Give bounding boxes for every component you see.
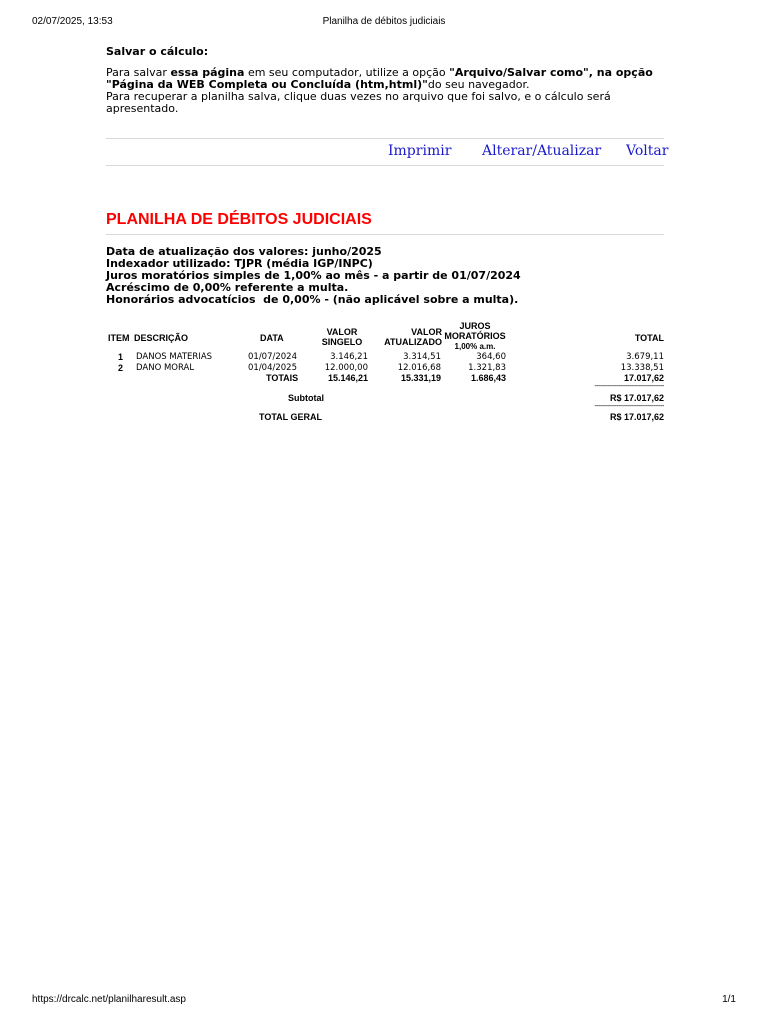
save-text-bold: "Arquivo/Salvar como", na opção — [449, 66, 653, 79]
save-text-part: apresentado. — [106, 102, 179, 115]
header-line: VALOR — [326, 327, 358, 337]
header-line: JUROS — [459, 321, 491, 331]
print-header — [32, 16, 736, 30]
header-item: ITEM — [108, 333, 130, 343]
subtotal-value: R$ 17.017,62 — [609, 393, 664, 403]
separator: -------------------------------------- — [594, 383, 664, 390]
page-title: PLANILHA DE DÉBITOS JUDICIAIS — [106, 211, 664, 235]
row-2-descricao: DANO MORAL — [136, 363, 195, 373]
row-1-juros: 364,60 — [476, 352, 506, 362]
header-line: SINGELO — [321, 337, 363, 347]
separator: -------------------------------------- — [594, 403, 664, 410]
row-1-descricao: DANOS MATERIAS — [136, 352, 213, 362]
print-datetime: 02/07/2025, 13:53 — [32, 16, 113, 27]
row-2-singelo: 12.000,00 — [324, 363, 368, 373]
row-2-juros: 1.321,83 — [468, 363, 506, 373]
param-update-date: Data de atualização dos valores: junho/2025 — [106, 245, 382, 258]
update-link[interactable]: Alterar/Atualizar — [482, 143, 602, 159]
print-footer — [32, 994, 736, 1008]
row-1-atualizado: 3.314,51 — [403, 352, 441, 362]
header-line: MORATÓRIOS — [444, 331, 506, 341]
debt-table — [106, 320, 664, 430]
param-fees: Honorários advocatícios de 0,00% - (não aplicável sobre a multa). — [106, 293, 519, 306]
row-1-item: 1 — [118, 352, 124, 362]
totals-total: 17.017,62 — [623, 373, 664, 383]
header-line: 1,00% a.m. — [454, 342, 496, 351]
row-1-singelo: 3.146,21 — [330, 352, 368, 362]
print-link[interactable]: Imprimir — [388, 143, 452, 159]
save-text-bold: essa página — [170, 66, 245, 79]
save-instructions — [106, 45, 664, 115]
totals-label: TOTAIS — [266, 373, 299, 383]
save-title: Salvar o cálculo: — [106, 45, 209, 58]
save-text-part: Para salvar — [106, 66, 171, 79]
print-url: https://drcalc.net/planilharesult.asp — [32, 994, 186, 1005]
back-link[interactable]: Voltar — [626, 143, 669, 159]
totals-atualizado: 15.331,19 — [400, 373, 441, 383]
header-line: VALOR — [411, 327, 442, 337]
row-2-total: 13.338,51 — [620, 363, 664, 373]
total-geral-value: R$ 17.017,62 — [609, 412, 664, 422]
row-1-total: 3.679,11 — [626, 352, 664, 362]
save-text-part: do seu navegador. — [427, 78, 530, 91]
header-valor-atualizado — [376, 327, 442, 347]
header-juros — [440, 321, 510, 352]
totals-juros: 1.686,43 — [470, 373, 506, 383]
row-2-atualizado: 12.016,68 — [397, 363, 441, 373]
save-text — [106, 67, 664, 115]
header-descricao: DESCRIÇÃO — [134, 333, 189, 343]
header-valor-singelo — [316, 327, 368, 347]
totals-singelo: 15.146,21 — [327, 373, 368, 383]
header-total: TOTAL — [634, 333, 664, 343]
param-interest: Juros moratórios simples de 1,00% ao mês - a partir de 01/07/2024 — [106, 269, 521, 282]
header-line: ATUALIZADO — [384, 337, 442, 347]
total-geral-label: TOTAL GERAL — [259, 412, 322, 422]
row-1-data: 01/07/2024 — [248, 352, 297, 362]
action-links-bar — [106, 138, 669, 166]
save-text-part: Para recuperar a planilha salva, clique duas vezes no arquivo que foi salvo, e o cálculo será — [106, 90, 611, 103]
save-text-bold: "Página da WEB Completa ou Concluída (htm,html)" — [106, 78, 428, 91]
param-fine: Acréscimo de 0,00% referente a multa. — [106, 281, 349, 294]
header-data: DATA — [260, 333, 284, 343]
subtotal-label: Subtotal — [288, 393, 324, 403]
print-page-title: Planilha de débitos judiciais — [322, 16, 446, 27]
row-2-item: 2 — [118, 363, 124, 373]
save-text-part: em seu computador, utilize a opção — [244, 66, 450, 79]
calculation-parameters — [106, 246, 664, 306]
param-index: Indexador utilizado: TJPR (média IGP/INPC) — [106, 257, 373, 270]
row-2-data: 01/04/2025 — [248, 363, 297, 373]
print-page-number: 1/1 — [722, 994, 736, 1005]
